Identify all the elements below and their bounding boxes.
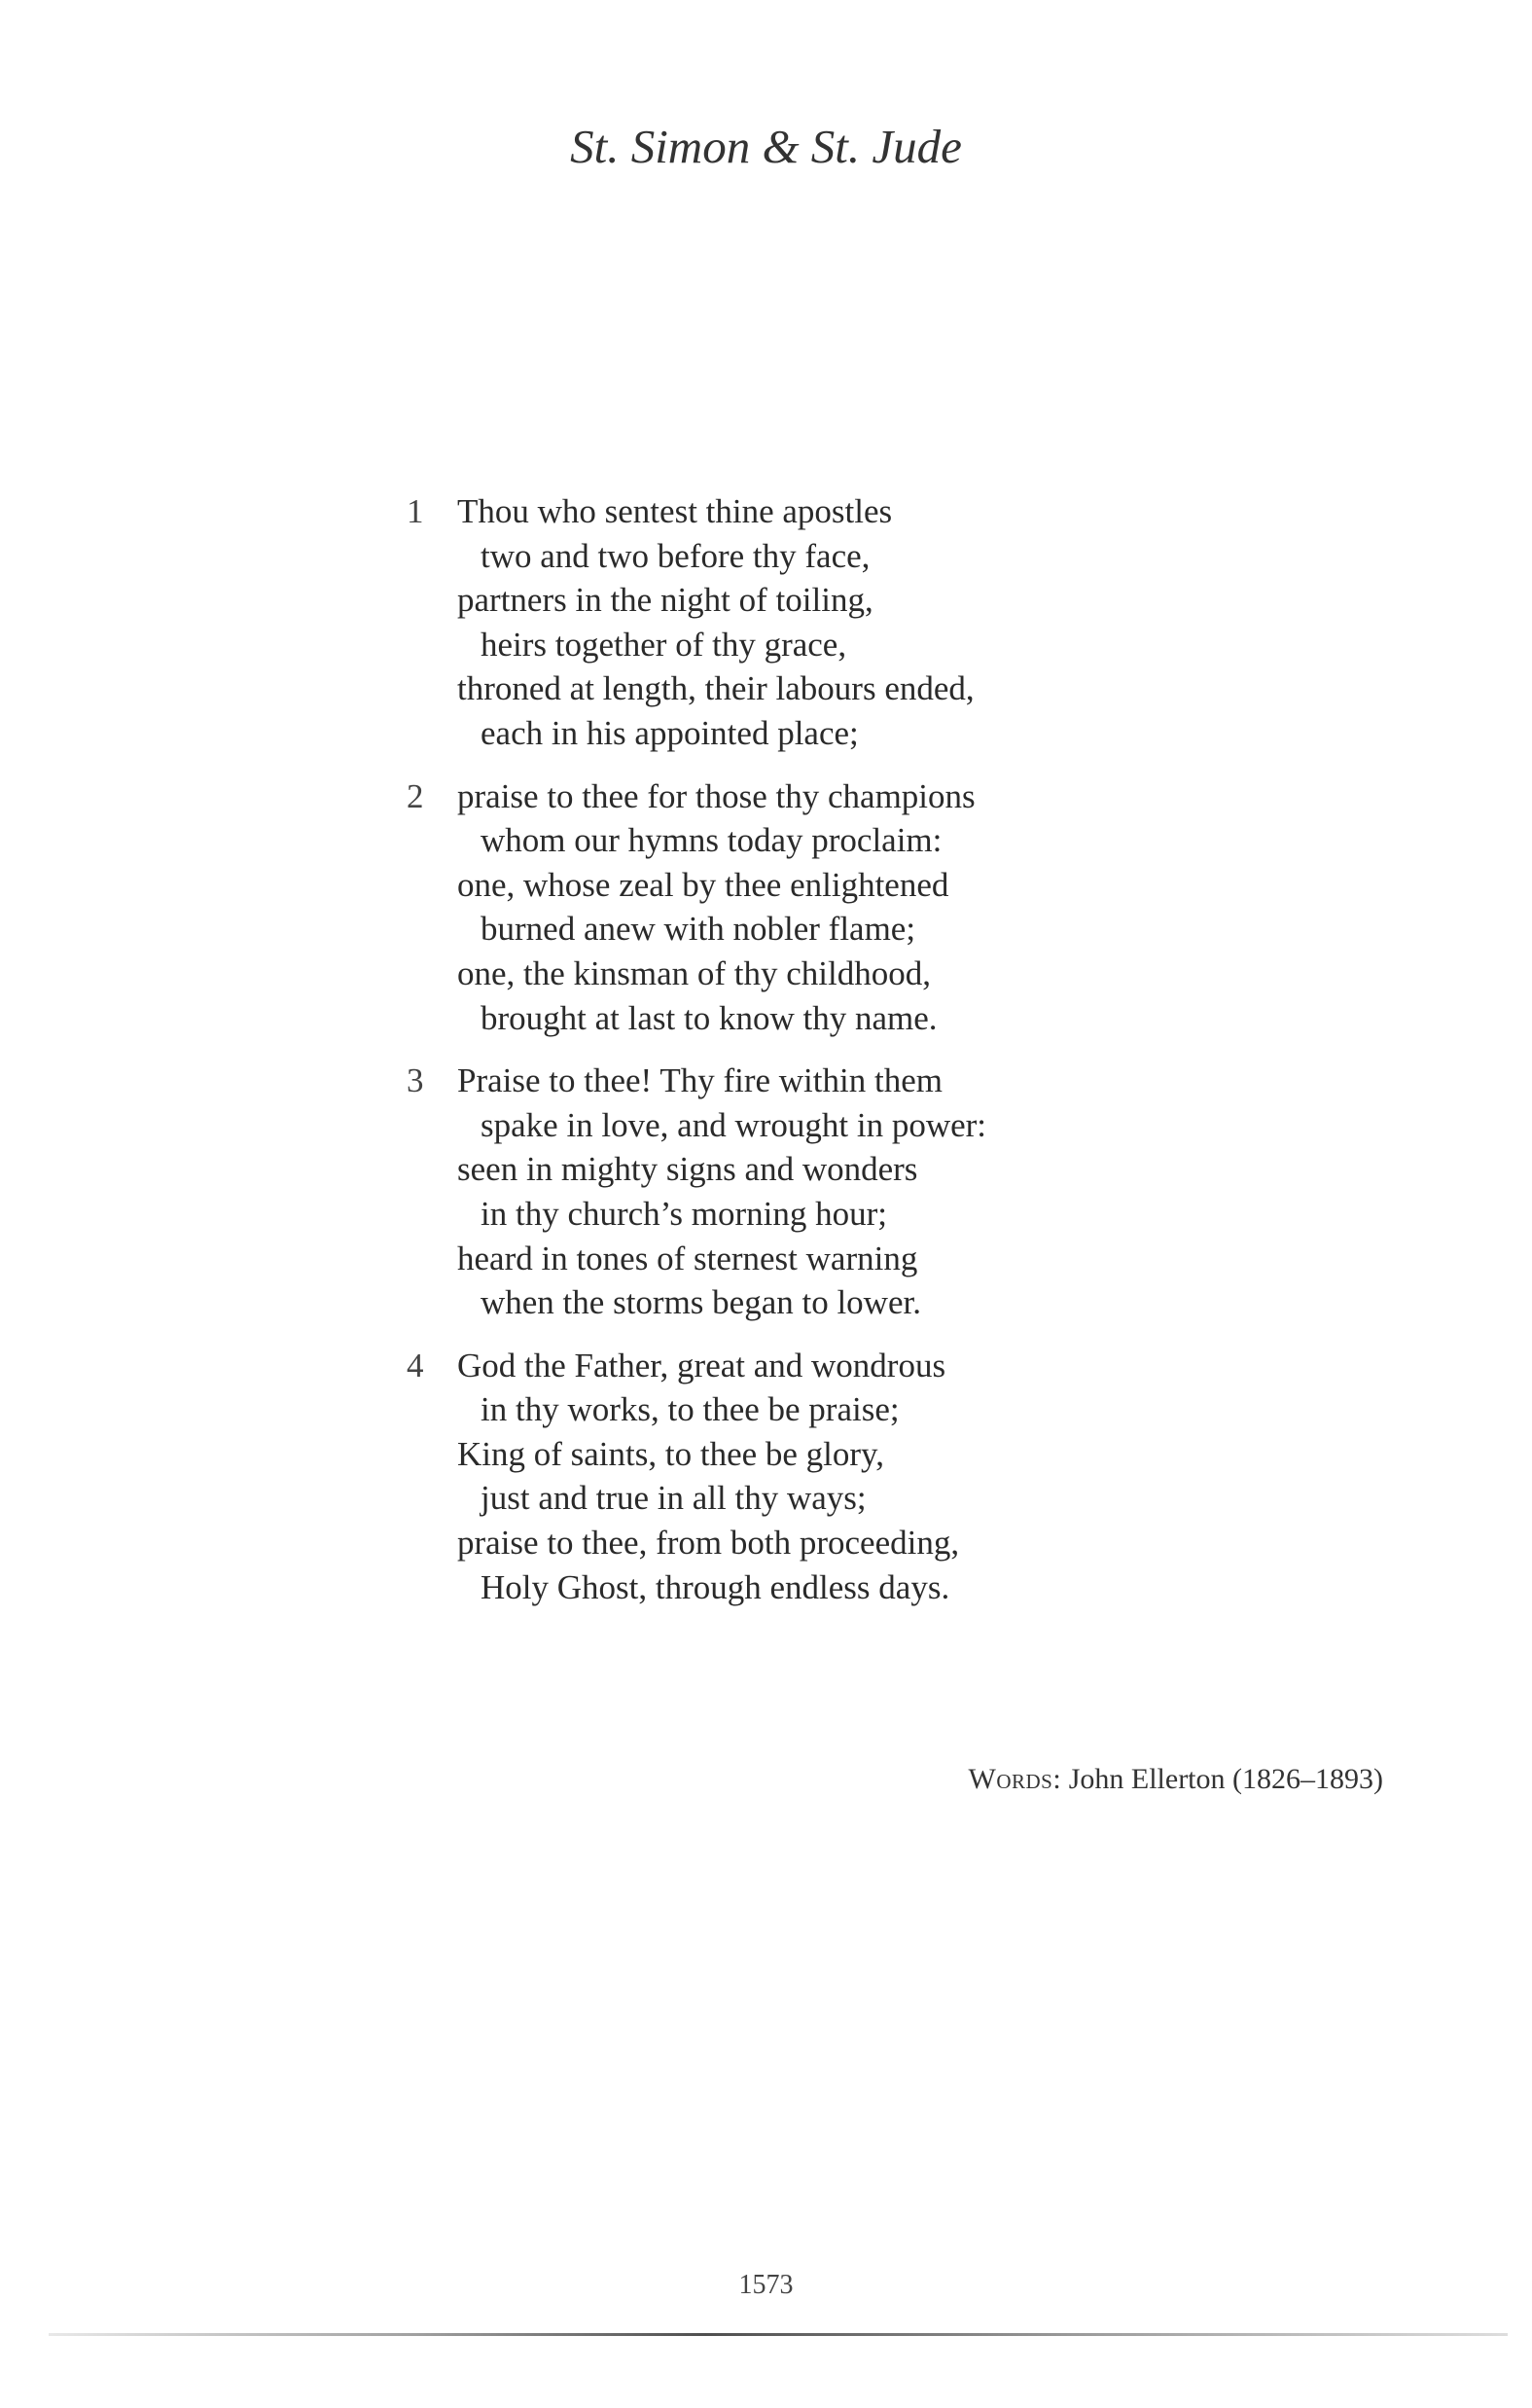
- verse-line: God the Father, great and wondrous: [457, 1346, 946, 1384]
- verse-line: throned at length, their labours ended,: [457, 669, 975, 708]
- verse: [407, 489, 1165, 756]
- verse-number: 3: [407, 1061, 424, 1100]
- attribution-author: John Ellerton (1826–1893): [1068, 1763, 1383, 1795]
- verse: [407, 1059, 1165, 1325]
- verse: [407, 774, 1165, 1041]
- verse-line: spake in love, and wrought in power:: [481, 1105, 987, 1144]
- scan-edge-line: [49, 2333, 1508, 2336]
- verse-line: praise to thee for those thy champions: [457, 776, 976, 815]
- verse-line: in thy church’s morning hour;: [481, 1194, 888, 1233]
- verse-line: each in his appointed place;: [481, 713, 859, 752]
- verse-line: heirs together of thy grace,: [481, 625, 847, 664]
- attribution-label: Words:: [968, 1763, 1062, 1795]
- verse-line: Holy Ghost, through endless days.: [481, 1567, 950, 1606]
- verse-line: in thy works, to thee be praise;: [481, 1390, 900, 1429]
- verse-line: when the storms began to lower.: [481, 1283, 921, 1322]
- verse-line: seen in mighty signs and wonders: [457, 1150, 918, 1189]
- hymn-text: [407, 489, 1165, 1628]
- page-number: 1573: [738, 2270, 794, 2300]
- verse-line: Thou who sentest thine apostles: [457, 492, 893, 530]
- verse-line: brought at last to know thy name.: [481, 998, 938, 1037]
- words-attribution: [969, 1763, 1383, 1796]
- verse-number: 4: [407, 1346, 424, 1384]
- verse-number: 2: [407, 776, 424, 815]
- verse-line: King of saints, to thee be glory,: [457, 1434, 885, 1473]
- verse-line: burned anew with nobler flame;: [481, 910, 916, 949]
- hymn-title: St. Simon & St. Jude: [570, 120, 962, 173]
- verse-line: whom our hymns today proclaim:: [481, 821, 943, 860]
- verse-line: praise to thee, from both proceeding,: [457, 1524, 960, 1563]
- verse-line: partners in the night of toiling,: [457, 581, 873, 620]
- verse-line: just and true in all thy ways;: [481, 1479, 867, 1518]
- verse-line: one, whose zeal by thee enlightened: [457, 865, 949, 904]
- verse-line: Praise to thee! Thy fire within them: [457, 1061, 943, 1100]
- verse-line: heard in tones of sternest warning: [457, 1239, 918, 1277]
- verse-line: two and two before thy face,: [481, 536, 871, 575]
- verse-number: 1: [407, 492, 424, 530]
- verse: [407, 1344, 1165, 1610]
- verse-line: one, the kinsman of thy childhood,: [457, 953, 932, 992]
